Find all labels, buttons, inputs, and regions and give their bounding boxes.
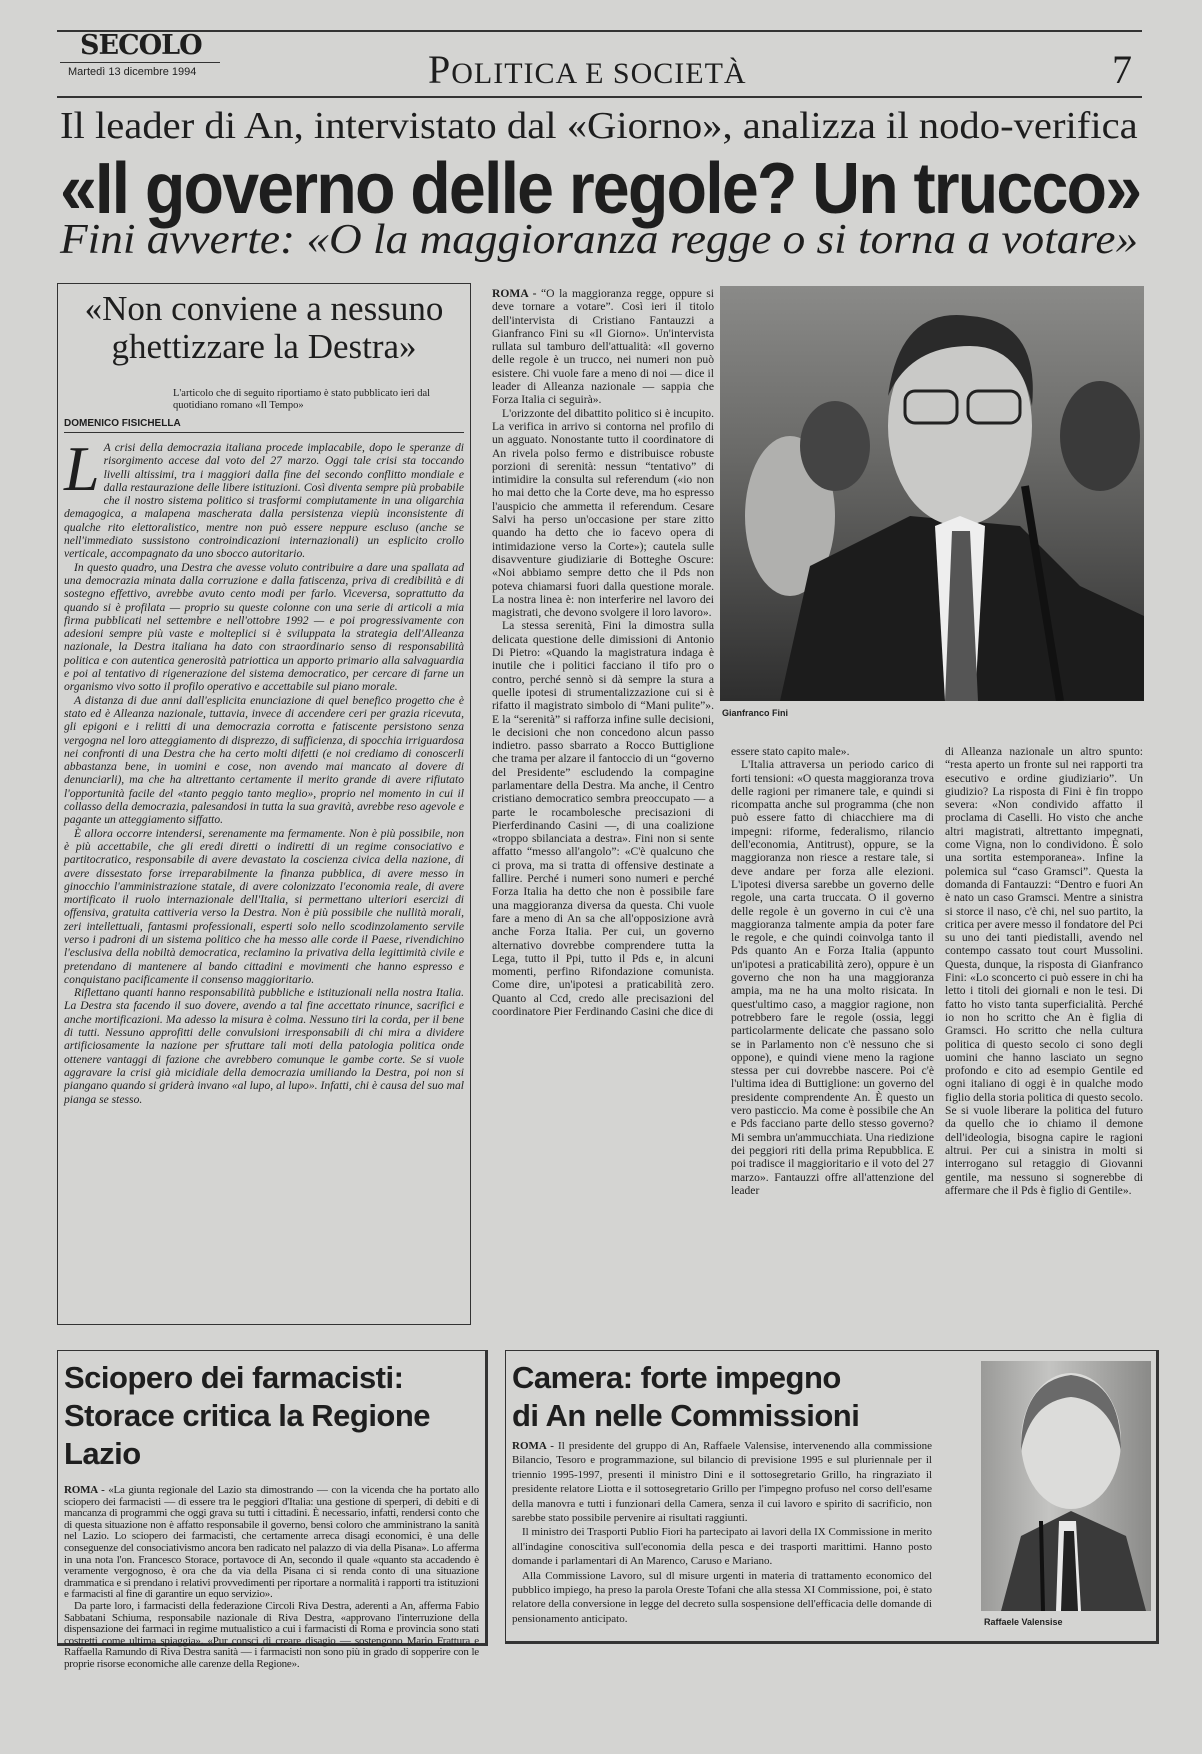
- page-number: 7: [1112, 47, 1132, 92]
- paragraph: Da parte loro, i farmacisti della federazione Circoli Riva Destra, aderenti a An, afferma Fabio Sabbatani Schiuma, responsabile nazionale di Riva Destra, «approvano l'interruzione della dispensazione dei farmaci in regime mutualistico a cui i farmacisti di Roma e provincia sono stati costretti come ultima spiaggia». «Pur consci di creare disagio — sostengono Mario Frattura e Raffaella Ramundo di Riva Destra sanità — i farmacisti non sono più in grado di sopperire con le proprie risorse economiche alle carenze della Regione».: [64, 1599, 479, 1670]
- section-title: [428, 46, 747, 93]
- valensise-photo: [981, 1361, 1151, 1611]
- paragraph-text: «La giunta regionale del Lazio sta dimostrando — con la vicenda che ha portato allo sciopero dei farmacisti — di essere tra le peggiori d'Italia: una gestione di sperperi, di debiti e di mancanza di programmi che oggi grava su tutti i cittadini. È necessario, infatti, rendersi conto che di questa situazione non è affatto responsabile il governo, bensì coloro che amministrano la sanità nel Lazio. Lo sciopero dei farmacisti, che certamente arreca disagi economici, è una delle conseguenze del consociativismo ancora ben radicato nel palazzo di via della Pisana». Lo afferma in una nota l'on. Francesco Storace, portavoce di An, secondo il quale «quanto sta accadendo è veramente vergognoso, è ora che da via della Pisana ci si renda conto di una situazione drammatica e si prendano i relativi provvedimenti per riportare a normalità i rapporti tra istituzioni e farmacisti al fine di garantire un equo servizio».: [64, 1484, 479, 1601]
- paragraph: Riflettano quanti hanno responsabilità pubbliche e istituzionali nella nostra Italia. La Destra sta facendo il suo dovere, avendo a tal fine accettato rinunce, sacrifici e anche mortificazioni. Ma adesso la misura è colma. Nessuno tiri la corda, per il bene di tutti. Nessuno approfitti delle convulsioni irresponsabili di chi mira a dividere artificiosamente la nazione per sfruttare tali moti della patologia politica onde ottenere vantaggi di fazione che avrebbero comunque le gambe corte. Se si vuole aggravare la crisi già micidiale della democrazia umiliando la Destra, poi non si piangano quando si griderà invano «al lupo, al lupo». Infatti, chi è causa del suo mal pianga se stesso.: [64, 986, 464, 1106]
- opinion-title-line1: «Non conviene a nessuno: [84, 289, 444, 328]
- paragraph: L'orizzonte del dibattito politico si è incupito. La verifica in arrivo si contorna nel profilo di un agguato. Nonostante tutto il coordinatore di An rivela polso fermo e distribuisce robuste porzioni di serenità: nessun “tentativo” di intimidire la consulta sul referendum («io non ho mai detto che la Corte deve, ma ho espresso l'auspicio che ammetta il referendum. Cesare Salvi ha perso un'occasione per stare zitto quando ha detto che io facevo opera di intimidazione verso la Corte»); cautela sulle disavventure giudiziarie di Botteghe Oscure: «Noi abbiamo sempre detto che il Pds non poteva chiamarsi fuori dalla questione morale. La nostra linea è: non interferire nel lavoro dei magistrati, che devono svolgere il loro lavoro».: [492, 406, 714, 620]
- subtitle: Fini avverte: «O la maggioranza regge o si torna a votare»: [60, 217, 1139, 263]
- dateline: ROMA -: [512, 1440, 554, 1452]
- masthead-top-rule: [57, 30, 1142, 32]
- paragraph: È allora occorre intendersi, serenamente ma fermamente. Non è più possibile, non è più accettabile, che gli eredi diretti o indiretti di un regime consociativo e partitocratico, responsabile di avere devastato la coscienza civica della nazione, di avere dissestato forse irreparabilmente la finanza pubblica, di avere messo in ginocchio l'amministrazione statale, di avere colonizzato l'economia reale, di avere mortificato il ruolo internazionale dell'Italia, si permettano ulteriori esercizi di offensiva, gratuita cattiveria verso la Destra. Non è più possibile che nullità morali, zeri intellettuali, fantasmi professionali, esperti solo nello scodinzolamento servile verso i padroni di un sistema politico che ha messo alle corde il Paese, rivendichino l'esclusiva della nobiltà democratica, reclamino la privativa della legittimità civile e pretendano di mantenere al bando cittadini e movimenti che hanno espresso e conquistano pacificamente il consenso maggioritario.: [64, 826, 464, 986]
- opinion-byline: DOMENICO FISICHELLA: [64, 418, 181, 429]
- issue-date: Martedì 13 dicembre 1994: [68, 66, 197, 78]
- paragraph: La stessa serenità, Fini la dimostra sulla delicata questione delle dimissioni di Antonio Di Pietro: «Quando la magistratura indaga è inutile che i politici facciano il tifo pro o contro, perché sennò si dà sempre la stura a quelle ipotesi di strumentalizzazione cui si è rifatto il magistrato simbolo di “Mani pulite”». E la “serenità” si rafforza infine sulle decisioni, le decisioni che non concedono alcun passo indietro. passo sbarrato a Rocco Buttiglione che trama per alzare il fantoccio di un “governo del Presidente” escludendo la compagine parlamentare della Destra. Ma anche, il Centro cristiano democratico sembra preoccupato — a parte le rocambolesche precisazioni di Pierferdinando Casini —, di una coalizione «troppo sbilanciata a destra». Fini non si sente affatto “messo all'angolo”: «C'è qualcuno che ci prova, ma si tratta di offensive destinate a fallire. Perché i numeri sono numeri e perché Forza Italia ha detto che non è possibile fare una maggioranza diversa da questa. Chi vuole fare a meno di An sa che all'opposizione avrà anche Forza Italia. Per cui, un governo alternativo dovrebbe comprendere tutta la Lega, tutto il Ppi, tutto il Pds e, in alcuni momenti, perfino Rifondazione comunista. Come dire, un'ipotesi a praticabilità zero. Quanto al Ccd, credo alle precisazioni del coordinatore Pier Ferdinando Casini che dice di: [492, 619, 714, 1019]
- section-title-rest: OLITICA E SOCIETÀ: [451, 57, 747, 90]
- interview-column-2: [731, 745, 934, 1197]
- paragraph-text: “O la maggioranza regge, oppure si deve tornare a votare”. Così ieri il titolo dell'intervista di Cristiano Fantauzzi a Gianfranco Fini su «Il Giorno». Un'intervista rullata sul tamburo dell'attualità: «Il governo delle regole è un trucco, nei numeri non può esistere. Chi vuole fare a meno di noi — dice il leader di Alleanza nazionale — sappia che Forza Italia ci seguirà».: [492, 287, 715, 407]
- masthead-bottom-rule: [57, 96, 1142, 98]
- pharmacists-title-line1: Sciopero dei farmacisti:: [64, 1360, 404, 1395]
- pharmacists-title: [64, 1359, 479, 1473]
- opinion-article: [57, 283, 471, 1325]
- valensise-photo-image: [981, 1361, 1151, 1611]
- pharmacists-body: [64, 1485, 479, 1671]
- subtitle-wrap: [60, 216, 1138, 264]
- chamber-title-line2: di An nelle Commissioni: [512, 1398, 860, 1433]
- fini-photo: [720, 286, 1144, 701]
- dateline: ROMA -: [64, 1484, 105, 1496]
- chamber-title: [512, 1359, 859, 1435]
- fini-photo-caption: Gianfranco Fini: [722, 708, 789, 718]
- paragraph: A crisi della democrazia italiana procede implacabile, dopo le speranze di risorgimento accese dal voto del 27 marzo. Oggi tale crisi sta toccando livelli altissimi, tra i maggiori dalla fine del secondo conflitto mondiale e dalla restaurazione delle libere istituzioni. Così diventa sempre più probabile che il nostro sistema politico si trasformi compiutamente in una oligarchia demagogica, a malapena mascherata dalla persistenza viepiù inconsistente di qualche rito elettoralistico, mentre non può essere neppure escluso (anche se nell'immediato sussistono controindicazioni internazionali) un esplicito crollo verticale, accompagnato da uno sbocco autoritario.: [64, 441, 464, 561]
- newspaper-logo: SECOLO: [80, 30, 202, 61]
- chamber-title-line1: Camera: forte impegno: [512, 1360, 841, 1395]
- paragraph: di Alleanza nazionale un altro spunto: “resta aperto un fronte sul nei rapporti tra esecutivo e ordine giudiziario”. Un giudizio? La risposta di Fini è fin troppo severa: «Non condivido affatto il proclama di Caselli. Ho visto che anche altri magistrati, altrettanto impegnati, come Vigna, non lo condividono. È solo una sortita estemporanea». Infine la polemica sul “caso Gramsci”. Questa la domanda di Fantauzzi: “Dentro e fuori An è nato un caso Gramsci. Mentre a sinistra si storce il naso, c'è chi, nel suo partito, la critica per avere messo il fondatore del Pci su uno dei tanti piedistalli, avendo nel contempo cassato tout court Mussolini. Questa, dunque, la risposta di Gianfranco Fini: «Lo sconcerto ci può essere in chi ha letto i titoli dei giornali e non le tesi. Di fatto ho visto tanta superficialità. Perché io non ho scritto che An è figlia di Gramsci. Ho scritto che nella cultura politica di questo secolo ci sono degli uomini che hanno lasciato un segno profondo e cito ad esempio Gentile ed ogni italiano di oggi è in qualche modo figlio della storia politica di questo secolo. Se si vuole liberare la politica del futuro da quello che io chiamo il demone dell'ideologia, bisogna capire le ragioni altrui. Per cui a sinistra in molti si interrogano sul retaggio di Giovanni gentile, ma nessuno si sognerebbe di affermare che il Pds è figlio di Gentile».: [945, 745, 1143, 1197]
- interview-column-3: [945, 745, 1143, 1197]
- pharmacists-title-line2: Storace critica la Regione Lazio: [64, 1398, 431, 1471]
- pharmacists-article: [57, 1350, 488, 1670]
- paragraph: Alla Commissione Lavoro, sul dl misure urgenti in materia di trattamento economico del pubblico impiego, ha preso la parola Oreste Tofani che alla stessa XI Commissione, poi, è stato relatore della conversione in legge del decreto sulla sospensione dell'efficacia delle domande di pensionamento anticipato.: [512, 1569, 932, 1625]
- paragraph: A distanza di due anni dall'esplicita enunciazione di quel benefico progetto che è stato ed è Alleanza nazionale, tuttavia, invece di accendere ceri per grazia ricevuta, gli epigoni e i relitti di una democrazia corrotta e fatiscente persistono senza vergogna nel loro atteggiamento di disprezzo, di sufficienza, di spocchia irriguardosa nei confronti di una Destra che ha certo molti difetti (e noi crediamo di conoscerli abbastanza bene, in uomini e cose, non avendo mai mancato al dovere di denunciarli), ma che ha altrettanto certamente il merito grande di avere rifiutato l'opportunità facile del «tanto peggio tanto meglio», proprio nel momento in cui il collasso della democrazia, palesandosi in tutta la sua gravità, avrebbe reso agevole e pagante un atteggiamento siffatto.: [64, 693, 464, 827]
- dropcap: L: [64, 433, 100, 504]
- chamber-article: [505, 1350, 1159, 1644]
- opinion-title-line2: ghettizzare la Destra»: [111, 327, 417, 366]
- kicker-wrap: [60, 104, 1138, 148]
- dateline: ROMA -: [492, 287, 537, 300]
- main-headline: «Il governo delle regole? Un trucco»: [60, 149, 1141, 229]
- byline-rule: [64, 432, 464, 433]
- paragraph: L'Italia attraversa un periodo carico di forti tensioni: «O questa maggioranza trova delle ragioni per rimanere tale, e quindi si ricompatta anche sul programma (che non può essere fatto di chiacchiere ma di impegni: riforme, federalismo, rilancio dell'economia, Antitrust), oppure, se la maggioranza non riesce a restare tale, si deve andare per forza alle elezioni. L'ipotesi diversa sarebbe un governo delle regole, una carta truccata. O il governo delle regole è un governo in cui c'è una maggioranza talmente ampia da poter fare le regole, e che quindi coinvolga tanto il Pds quanto An e Forza Italia (appunto un'ipotesi a praticabilità zero), oppure è un governo che non ha una maggioranza ampia, ma ne ha una molto risicata. In quest'ultimo caso, a maggior ragione, non potrebbero fare le regole (ossia, leggi particolarmente delicate che passano solo se in Parlamento non c'è nessuno che si oppone), e quindi viene meno la ragione stessa per cui dovrebbe nascere. Poi c'è l'ultima idea di Buttiglione: un governo del presidente comprendente An. È questo un vero pasticcio. Ma come è possibile che An e Pds facciano parte dello stesso governo? Mi sembra un'ammucchiata. Una riedizione dei peggiori riti della prima Repubblica. E poi tradisce il maggioritario e il voto del 27 marzo». Fantauzzi offre all'attenzione del leader: [731, 758, 934, 1197]
- logo-rule: [60, 62, 220, 63]
- opinion-body: [64, 433, 464, 1106]
- paragraph: Il ministro dei Trasporti Publio Fiori ha partecipato ai lavori della IX Commissione in merito all'indagine conoscitiva sull'economia della pesca e dei trasporti marittimi. Hanno posto domande i parlamentari di An Marenco, Caruso e Mariano.: [512, 1526, 932, 1568]
- interview-column-1: [492, 287, 714, 1018]
- opinion-title: [58, 290, 470, 366]
- chamber-body: [512, 1439, 932, 1626]
- paragraph: In questo quadro, una Destra che avesse voluto contribuire a dare una spallata ad una democrazia minata dalla corruzione e dalla fatiscenza, priva di credibilità e di sostegno effettivo, avrebbe avuto cento modi per farlo. Viceversa, soprattutto da quando si è profilata — proprio su queste colonne con una serie di articoli a mia firma pubblicati nel settembre e nell'ottobre 1992 — e poi progressivamente con adesioni sempre più vaste e molteplici si è sviluppata la strategia dell'Alleanza nazionale, la Destra italiana ha dato con straordinario senso di responsabilità politica e con autentica generosità patriottica un apporto primario alla salvaguardia e poi al tentativo di rigenerazione del sistema democratico, per cercare di farne un organismo vivo sotto il profilo operativo e accettabile sul piano morale.: [64, 560, 464, 694]
- opinion-note: L'articolo che di seguito riportiamo è stato pubblicato ieri dal quotidiano romano «Il Tempo»: [173, 388, 431, 411]
- paragraph-text: Il presidente del gruppo di An, Raffaele Valensise, intervenendo alla commissione Bilancio, Tesoro e programmazione, sul bilancio di previsione 1995 e sul pluriennale per il triennio 1995-1997, presenti il ministro Dini e il sottosegretario Grillo, ha ringraziato il presidente relatore Liotta e il sottosegretario Grillo per l'impegno profuso nel corso dell'esame della manovra e tutti i funzionari della Camera, senza il cui lavoro e spirito di sacrificio, non sarebbe stato possibile pervenire ai risultati raggiunti.: [512, 1440, 932, 1525]
- paragraph: essere stato capito male».: [731, 745, 850, 758]
- section-title-initial: P: [428, 47, 452, 92]
- kicker: Il leader di An, intervistato dal «Giorno», analizza il nodo-verifica: [60, 105, 1138, 147]
- fini-photo-image: [720, 286, 1144, 701]
- valensise-photo-caption: Raffaele Valensise: [984, 1617, 1063, 1627]
